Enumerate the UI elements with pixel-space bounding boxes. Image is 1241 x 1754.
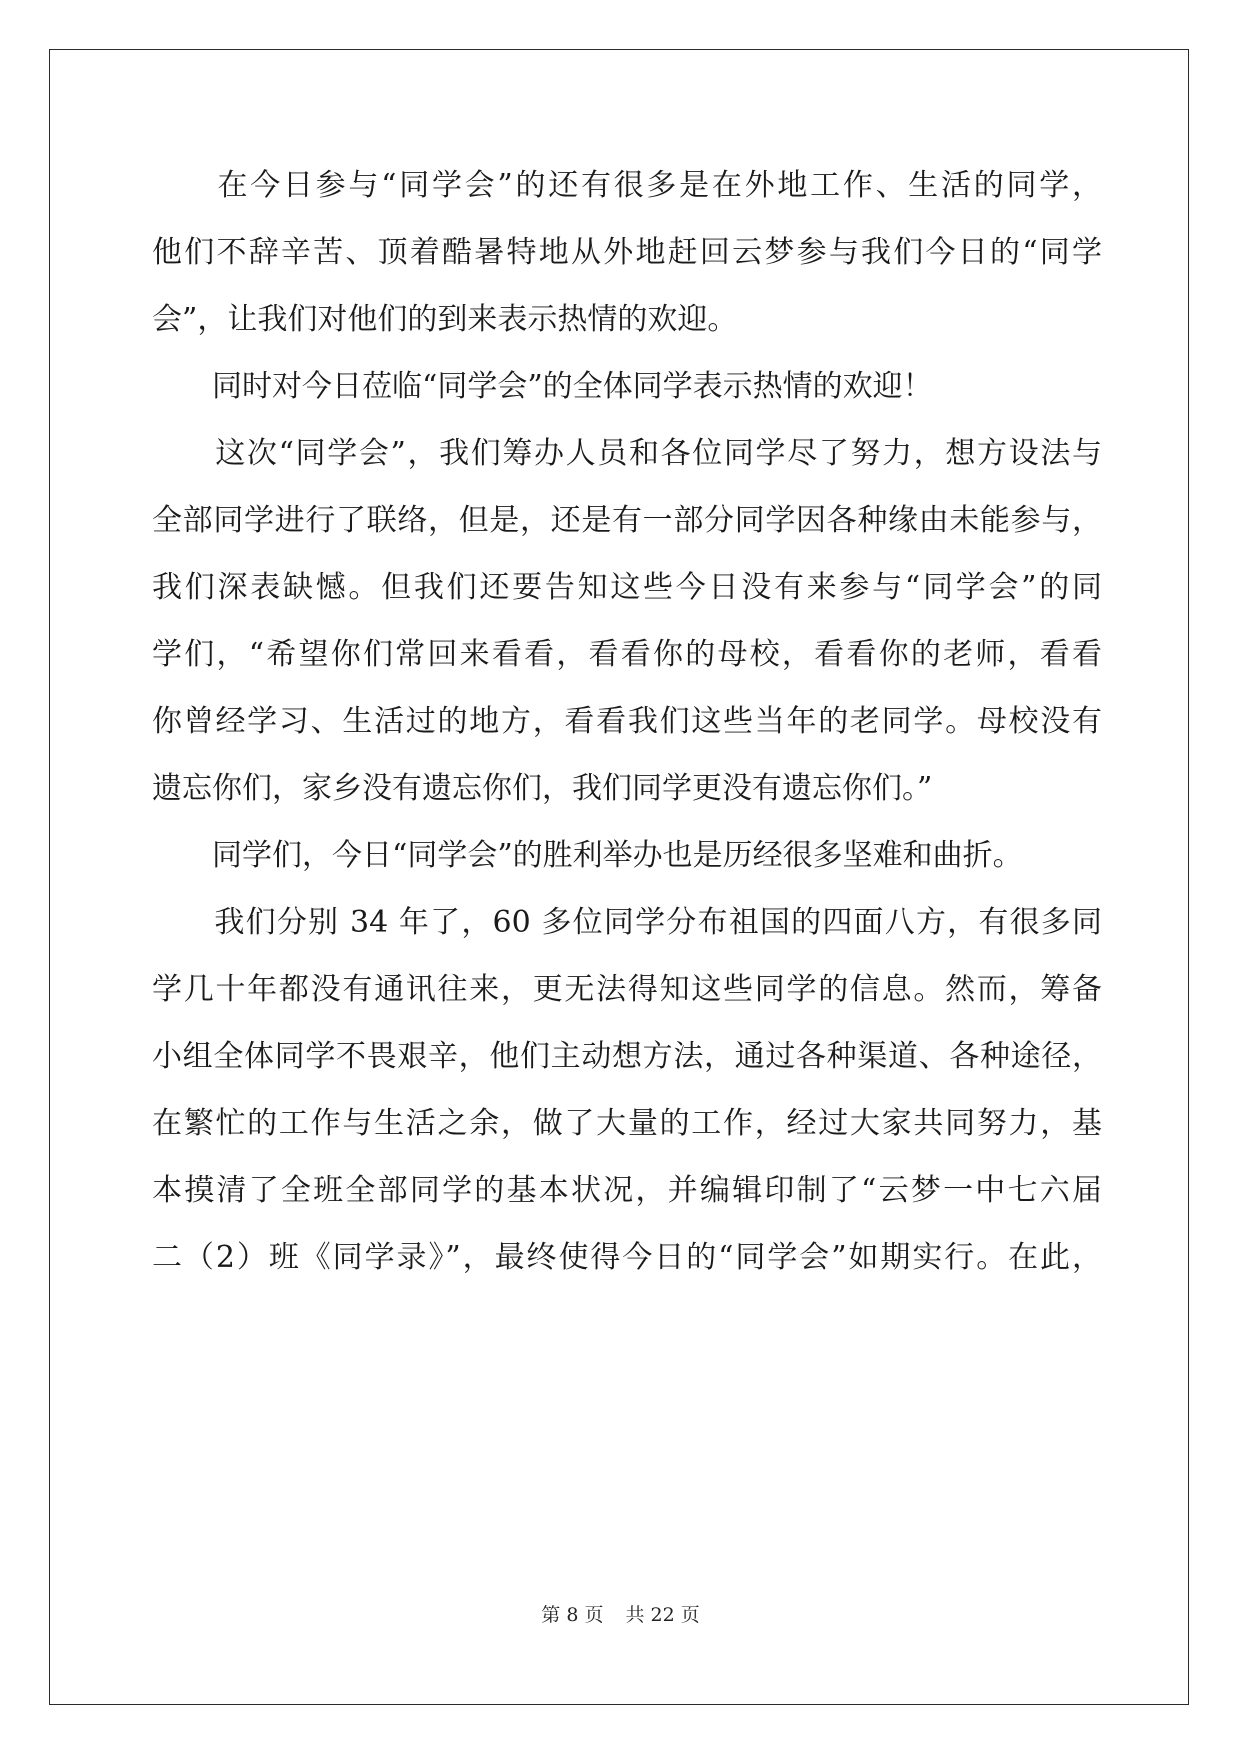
text-line: 二（2）班《同学录》”，最终使得今日的“同学会”如期实行。在此， (152, 1240, 1102, 1275)
text-line: 我们深表缺憾。但我们还要告知这些今日没有来参与“同学会”的同 (152, 570, 1102, 605)
text-line: 这次“同学会”，我们筹办人员和各位同学尽了努力，想方设法与 (152, 436, 1102, 471)
text-line: 我们分别 34 年了，60 多位同学分布祖国的四面八方，有很多同 (152, 905, 1102, 940)
text-line: 他们不辞辛苦、顶着酷暑特地从外地赶回云梦参与我们今日的“同学 (152, 235, 1102, 270)
text-line: 全部同学进行了联络，但是，还是有一部分同学因各种缘由未能参与， (152, 503, 1102, 538)
text-line: 学几十年都没有通讯往来，更无法得知这些同学的信息。然而，筹备 (152, 972, 1102, 1007)
text-line: 同学们，今日“同学会”的胜利举办也是历经很多坚难和曲折。 (152, 838, 1023, 873)
text-line: 在今日参与“同学会”的还有很多是在外地工作、生活的同学， (152, 168, 1102, 203)
text-line: 本摸清了全班全部同学的基本状况，并编辑印制了“云梦一中七六届 (152, 1173, 1102, 1208)
page-total: 共 22 页 (625, 1604, 700, 1626)
text-line: 小组全体同学不畏艰辛，他们主动想方法，通过各种渠道、各种途径， (152, 1039, 1102, 1074)
text-line: 你曾经学习、生活过的地方，看看我们这些当年的老同学。母校没有 (152, 704, 1102, 739)
document-body (152, 152, 1102, 1291)
text-line: 会”，让我们对他们的到来表示热情的欢迎。 (152, 302, 738, 337)
text-line: 遗忘你们，家乡没有遗忘你们，我们同学更没有遗忘你们。” (152, 771, 933, 806)
text-line: 同时对今日莅临“同学会”的全体同学表示热情的欢迎！ (152, 369, 933, 404)
page-number: 第 8 页 (541, 1604, 604, 1626)
page-footer (0, 1603, 1241, 1627)
text-line: 学们，“希望你们常回来看看，看看你的母校，看看你的老师，看看 (152, 637, 1102, 672)
text-line: 在繁忙的工作与生活之余，做了大量的工作，经过大家共同努力，基 (152, 1106, 1102, 1141)
